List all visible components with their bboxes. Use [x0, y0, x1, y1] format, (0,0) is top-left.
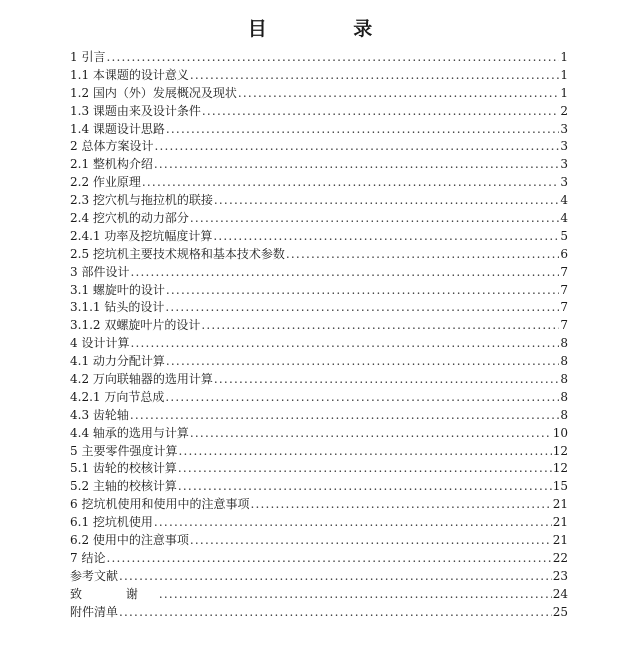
toc-entry-label: 4.3 齿轮轴 — [70, 407, 129, 422]
toc-entry-label: 4.4 轴承的选用与计算 — [70, 425, 189, 440]
toc-entry-page-number: 7 — [560, 300, 568, 315]
toc-entry[interactable] — [70, 49, 568, 67]
toc-entry[interactable] — [70, 299, 568, 317]
toc-entry-page-number: 2 — [560, 103, 568, 118]
toc-entry-page-number: 24 — [552, 586, 568, 601]
toc-entry-page-number: 1 — [560, 67, 568, 82]
toc-entry[interactable] — [70, 335, 568, 353]
toc-dot-leader — [214, 192, 559, 210]
toc-dot-leader — [154, 156, 559, 174]
toc-dot-leader — [166, 121, 559, 139]
toc-entry[interactable] — [70, 389, 568, 407]
toc-entry-page-number: 6 — [560, 246, 568, 261]
toc-entry-page-number: 3 — [560, 139, 568, 154]
toc-entry-page-number: 8 — [560, 336, 568, 351]
toc-entry-label: 2.2 作业原理 — [70, 175, 141, 190]
toc-entry[interactable] — [70, 228, 568, 246]
toc-entry-page-number: 21 — [552, 515, 568, 530]
toc-entry-page-number: 21 — [552, 533, 568, 548]
toc-entry-label: 1.4 课题设计思路 — [70, 121, 165, 136]
toc-entry-label: 6.2 使用中的注意事项 — [70, 533, 189, 548]
toc-entry-page-number: 3 — [560, 157, 568, 172]
toc-entry[interactable] — [70, 586, 568, 604]
toc-entry-label: 1.2 国内（外）发展概况及现状 — [70, 85, 237, 100]
toc-entry[interactable] — [70, 407, 568, 425]
toc-entry[interactable] — [70, 174, 568, 192]
toc-entry-page-number: 4 — [560, 211, 568, 226]
toc-entry-page-number: 3 — [560, 121, 568, 136]
toc-entry-label: 2.1 整机构介绍 — [70, 157, 153, 172]
toc-dot-leader — [238, 85, 559, 103]
toc-dot-leader — [202, 103, 559, 121]
table-of-contents — [70, 49, 568, 622]
toc-entry[interactable] — [70, 460, 568, 478]
toc-dot-leader — [106, 550, 551, 568]
toc-dot-leader — [178, 443, 551, 461]
toc-entry[interactable] — [70, 67, 568, 85]
toc-entry[interactable] — [70, 514, 568, 532]
toc-entry-label: 1.3 课题由来及设计条件 — [70, 103, 201, 118]
toc-dot-leader — [201, 317, 559, 335]
toc-dot-leader — [119, 604, 552, 622]
toc-entry-label: 2 总体方案设计 — [70, 139, 154, 154]
toc-dot-leader — [190, 210, 559, 228]
toc-entry-page-number: 23 — [552, 568, 568, 583]
toc-entry-page-number: 8 — [560, 372, 568, 387]
toc-dot-leader — [119, 568, 552, 586]
toc-dot-leader — [106, 49, 559, 67]
toc-entry-label: 3.1.2 双螺旋叶片的设计 — [70, 318, 201, 333]
toc-dot-leader — [190, 425, 552, 443]
toc-entry-page-number: 15 — [552, 479, 568, 494]
toc-entry[interactable] — [70, 85, 568, 103]
toc-entry-label: 4.2.1 万向节总成 — [70, 389, 165, 404]
toc-dot-leader — [213, 228, 559, 246]
toc-entry-page-number: 7 — [560, 318, 568, 333]
toc-entry-page-number: 4 — [560, 193, 568, 208]
toc-entry-page-number: 21 — [552, 497, 568, 512]
toc-entry[interactable] — [70, 103, 568, 121]
toc-entry[interactable] — [70, 138, 568, 156]
toc-entry-page-number: 8 — [560, 407, 568, 422]
toc-entry-label: 6 挖坑机使用和使用中的注意事项 — [70, 497, 250, 512]
toc-entry-label: 4.2 万向联轴器的选用计算 — [70, 372, 213, 387]
toc-dot-leader — [286, 246, 559, 264]
toc-dot-leader — [166, 282, 559, 300]
toc-entry-label: 5.2 主轴的校核计算 — [70, 479, 177, 494]
toc-entry-page-number: 1 — [560, 50, 568, 64]
toc-entry-label: 5 主要零件强度计算 — [70, 443, 178, 458]
toc-entry-label: 4 设计计算 — [70, 336, 130, 351]
toc-entry-label: 3 部件设计 — [70, 264, 130, 279]
toc-entry-page-number: 25 — [552, 604, 568, 619]
toc-dot-leader — [159, 586, 552, 604]
toc-entry[interactable] — [70, 264, 568, 282]
toc-dot-leader — [190, 67, 559, 85]
toc-entry-label: 致 谢 — [70, 586, 158, 601]
toc-dot-leader — [166, 353, 559, 371]
toc-entry-label: 2.3 挖穴机与拖拉机的联接 — [70, 193, 213, 208]
toc-entry-label: 7 结论 — [70, 550, 106, 565]
toc-dot-leader — [190, 532, 552, 550]
toc-entry[interactable] — [70, 532, 568, 550]
toc-entry-label: 1.1 本课题的设计意义 — [70, 67, 189, 82]
toc-dot-leader — [130, 407, 559, 425]
toc-entry[interactable] — [70, 496, 568, 514]
toc-entry-page-number: 10 — [552, 425, 568, 440]
toc-entry[interactable] — [70, 353, 568, 371]
toc-entry[interactable] — [70, 550, 568, 568]
toc-entry-page-number: 8 — [560, 354, 568, 369]
toc-entry[interactable] — [70, 282, 568, 300]
toc-entry-page-number: 8 — [560, 389, 568, 404]
toc-entry-label: 3.1.1 钻头的设计 — [70, 300, 165, 315]
toc-dot-leader — [178, 478, 552, 496]
toc-entry[interactable] — [70, 156, 568, 174]
toc-entry-page-number: 5 — [560, 228, 568, 243]
toc-entry-label: 5.1 齿轮的校核计算 — [70, 461, 177, 476]
toc-dot-leader — [250, 496, 551, 514]
toc-entry-page-number: 1 — [560, 85, 568, 100]
toc-entry-label: 2.4.1 功率及挖坑幅度计算 — [70, 228, 213, 243]
toc-dot-leader — [142, 174, 559, 192]
page-title: 目 录 — [247, 18, 413, 40]
toc-entry-label: 附件清单 — [70, 604, 119, 619]
toc-dot-leader — [165, 299, 559, 317]
toc-entry-label: 2.5 挖坑机主要技术规格和基本技术参数 — [70, 246, 285, 261]
toc-entry-label: 参考文献 — [70, 568, 119, 583]
toc-dot-leader — [165, 389, 559, 407]
toc-entry-page-number: 3 — [560, 175, 568, 190]
toc-entry[interactable] — [70, 121, 568, 139]
toc-entry-page-number: 7 — [560, 282, 568, 297]
toc-dot-leader — [154, 138, 559, 156]
toc-entry-page-number: 7 — [560, 264, 568, 279]
toc-dot-leader — [130, 335, 559, 353]
toc-entry-label: 3.1 螺旋叶的设计 — [70, 282, 165, 297]
toc-dot-leader — [154, 514, 552, 532]
toc-entry[interactable] — [70, 246, 568, 264]
toc-entry[interactable] — [70, 192, 568, 210]
toc-entry[interactable] — [70, 604, 568, 622]
toc-entry-label: 1 引言 — [70, 50, 106, 64]
toc-dot-leader — [178, 460, 552, 478]
toc-entry[interactable] — [70, 568, 568, 586]
toc-entry[interactable] — [70, 443, 568, 461]
toc-dot-leader — [130, 264, 559, 282]
toc-entry[interactable] — [70, 478, 568, 496]
toc-entry-page-number: 22 — [552, 550, 568, 565]
toc-entry[interactable] — [70, 210, 568, 228]
toc-entry-label: 4.1 动力分配计算 — [70, 354, 165, 369]
toc-entry[interactable] — [70, 371, 568, 389]
toc-entry[interactable] — [70, 317, 568, 335]
toc-entry-label: 2.4 挖穴机的动力部分 — [70, 211, 189, 226]
toc-dot-leader — [214, 371, 559, 389]
toc-entry-page-number: 12 — [552, 443, 568, 458]
toc-entry[interactable] — [70, 425, 568, 443]
toc-entry-page-number: 12 — [552, 461, 568, 476]
toc-entry-label: 6.1 挖坑机使用 — [70, 515, 153, 530]
